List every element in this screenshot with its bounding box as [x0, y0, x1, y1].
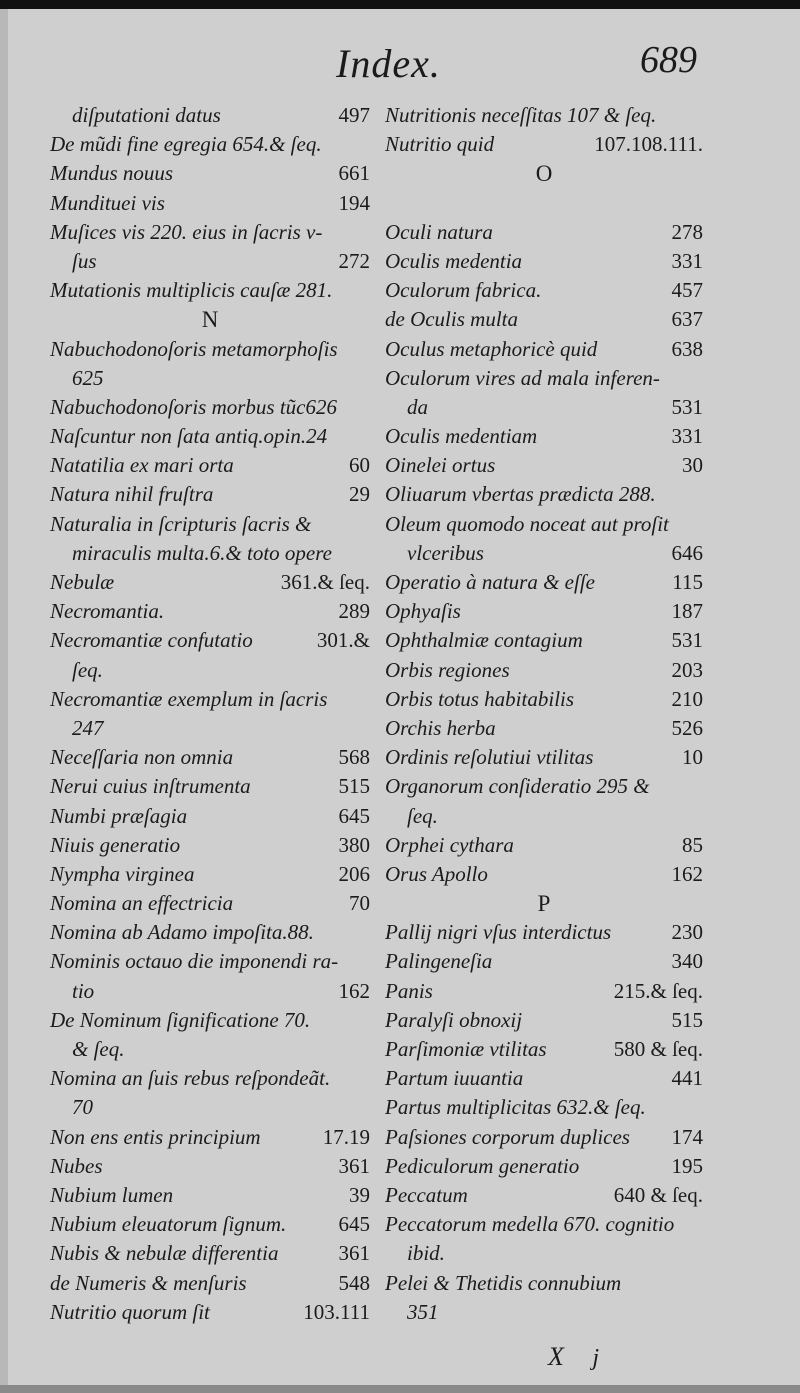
entry-text: Nomina an ſuis rebus reſpondeãt.	[50, 1066, 331, 1091]
index-entry	[50, 392, 370, 421]
entry-page-ref: 361	[338, 1153, 370, 1178]
index-entry	[50, 917, 370, 946]
index-entry	[50, 713, 370, 742]
entry-text: Pallij nigri vſus interdictus	[385, 920, 612, 945]
entry-page-ref: 531	[671, 628, 703, 653]
top-edge	[0, 0, 800, 9]
index-entry	[385, 1268, 703, 1297]
entry-page-ref: 210	[671, 686, 703, 711]
entry-text: De Nominum ſignificatione 70.	[50, 1007, 311, 1032]
entry-text: & ſeq.	[72, 1037, 125, 1061]
entry-text: ſeq.	[407, 803, 438, 828]
entry-text: diſputationi datus	[72, 103, 221, 127]
entry-text: P	[537, 891, 551, 917]
index-entry	[50, 1180, 370, 1209]
entry-text: Ophyaſis	[385, 599, 461, 624]
index-entry	[50, 1092, 370, 1121]
entry-text: Mundituei vis	[50, 190, 165, 215]
entry-text: Orphei cythara	[385, 832, 514, 857]
entry-text: Nomina ab Adamo impoſita.88.	[50, 920, 314, 945]
entry-page-ref: 497	[338, 103, 370, 127]
entry-text: Parſimoniæ vtilitas	[385, 1037, 547, 1061]
entry-text: Partum iuuantia	[385, 1066, 524, 1091]
entry-page-ref: 70	[349, 891, 370, 916]
index-entry	[385, 1151, 703, 1180]
entry-text: ſeq.	[72, 657, 103, 682]
index-entry	[50, 217, 370, 246]
entry-text: Nerui cuius inſtrumenta	[50, 774, 251, 799]
entry-page-ref: 637	[671, 307, 703, 332]
entry-text: Oliuarum vbertas prædicta 288.	[385, 482, 656, 507]
entry-text: Necromantiæ exemplum in ſacris	[50, 686, 328, 711]
index-entry	[385, 100, 703, 129]
entry-text: Necromantia.	[50, 599, 165, 624]
entry-text: Numbi præſagia	[50, 803, 188, 828]
index-entry	[50, 275, 370, 304]
entry-page-ref: 107.108.111.	[594, 132, 703, 157]
entry-text: Nubium lumen	[50, 1182, 174, 1207]
index-entry	[50, 129, 370, 158]
entry-page-ref: 162	[338, 978, 370, 1003]
entry-page-ref: 30	[682, 453, 703, 478]
index-entry	[50, 334, 370, 363]
entry-text: N	[201, 307, 219, 333]
entry-text: 70	[72, 1095, 93, 1120]
entry-text: Necromantiæ confutatio	[50, 628, 253, 653]
entry-text: Pediculorum generatio	[385, 1153, 580, 1178]
entry-text: Neceſſaria non omnia	[50, 745, 234, 770]
entry-text: de Numeris & menſuris	[50, 1270, 247, 1295]
entry-text: da	[407, 394, 428, 419]
entry-text: ſus	[72, 248, 97, 273]
page-title: Index.	[336, 41, 441, 86]
entry-page-ref: 548	[338, 1270, 370, 1295]
entry-page-ref: 526	[671, 715, 703, 740]
entry-page-ref: 85	[682, 832, 703, 857]
index-entry	[50, 684, 370, 713]
index-entry	[50, 976, 370, 1005]
index-entry	[385, 509, 703, 538]
entry-text: 247	[72, 715, 104, 740]
index-entry	[385, 538, 703, 567]
entry-page-ref: 17.19	[322, 1124, 370, 1149]
entry-text: Orbis regiones	[385, 657, 510, 682]
index-entry	[50, 742, 370, 771]
index-entry	[50, 538, 370, 567]
index-entry	[385, 421, 703, 450]
entry-page-ref: 10	[682, 745, 703, 770]
index-entry	[385, 1063, 703, 1092]
entry-text: Nympha virginea	[50, 861, 195, 886]
index-entry	[385, 1122, 703, 1151]
entry-text: Palingeneſia	[385, 949, 493, 974]
index-entry	[50, 1034, 370, 1063]
index-entry	[385, 684, 703, 713]
section-letter	[385, 158, 703, 187]
entry-page-ref: 515	[671, 1007, 703, 1032]
entry-page-ref: 580 & ſeq.	[613, 1037, 703, 1061]
index-entry	[50, 1063, 370, 1092]
entry-page-ref: 206	[338, 861, 370, 886]
entry-page-ref: 195	[671, 1153, 703, 1178]
index-entry	[385, 625, 703, 654]
index-entry	[50, 1122, 370, 1151]
entry-page-ref: 60	[349, 453, 370, 478]
entry-page-ref: 638	[671, 336, 703, 361]
entry-text: miraculis multa.6.& toto opere	[72, 540, 332, 565]
entry-text: Nubes	[50, 1153, 103, 1178]
entry-text: Oculus metaphoricè quid	[385, 336, 598, 361]
entry-text: Non ens entis principium	[50, 1124, 261, 1149]
signature-leaf: j	[592, 1345, 600, 1371]
entry-text: Nutritio quorum ſit	[50, 1299, 210, 1324]
index-entry	[50, 363, 370, 392]
index-entry	[385, 1034, 703, 1063]
index-entry	[385, 334, 703, 363]
index-entry	[50, 246, 370, 275]
entry-text: Orchis herba	[385, 715, 496, 740]
entry-page-ref: 39	[349, 1182, 370, 1207]
entry-text: O	[535, 161, 553, 187]
entry-text: Nubis & nebulæ differentia	[50, 1241, 279, 1266]
entry-page-ref: 103.111	[303, 1299, 370, 1324]
index-entry	[50, 888, 370, 917]
entry-text: Orus Apollo	[385, 861, 488, 886]
index-column-left	[50, 100, 370, 1326]
entry-text: Niuis generatio	[50, 832, 181, 857]
index-entry	[50, 188, 370, 217]
entry-page-ref: 115	[672, 570, 703, 594]
entry-text: Pelei & Thetidis connubium	[385, 1270, 622, 1295]
index-entry	[50, 830, 370, 859]
entry-page-ref: 361	[338, 1241, 370, 1266]
entry-text: Oinelei ortus	[385, 453, 496, 478]
index-entry	[385, 129, 703, 158]
index-entry	[385, 1092, 703, 1121]
index-entry	[50, 1268, 370, 1297]
entry-page-ref: 646	[671, 540, 703, 565]
entry-text: Nubium eleuatorum ſignum.	[50, 1212, 287, 1237]
index-entry	[50, 1209, 370, 1238]
entry-text: Muſices vis 220. eius in ſacris v-	[50, 219, 323, 244]
entry-page-ref: 380	[338, 832, 370, 857]
index-entry	[385, 1180, 703, 1209]
entry-text: Mundus nouus	[50, 161, 174, 186]
index-entry	[50, 100, 370, 129]
bottom-edge	[0, 1385, 800, 1393]
index-entry	[385, 1209, 703, 1238]
index-entry	[50, 567, 370, 596]
entry-page-ref: 162	[671, 861, 703, 886]
entry-text: Operatio à natura & eſſe	[385, 570, 595, 594]
index-entry	[50, 450, 370, 479]
index-entry	[385, 742, 703, 771]
index-entry	[385, 976, 703, 1005]
entry-text: Natatilia ex mari orta	[50, 453, 234, 478]
index-entry	[50, 859, 370, 888]
section-letter	[50, 304, 370, 333]
entry-text: vlceribus	[407, 540, 484, 565]
entry-text: Nutritionis neceſſitas 107 & ſeq.	[385, 103, 657, 127]
index-entry	[385, 217, 703, 246]
entry-page-ref: 640 & ſeq.	[613, 1182, 703, 1207]
entry-text: Nominis octauo die imponendi ra-	[50, 949, 339, 974]
index-entry	[385, 801, 703, 830]
entry-page-ref: 515	[338, 774, 370, 799]
index-entry	[385, 771, 703, 800]
index-entry	[50, 1005, 370, 1034]
index-entry	[385, 655, 703, 684]
entry-page-ref: 568	[338, 745, 370, 770]
entry-text: Oculorum fabrica.	[385, 278, 542, 303]
entry-page-ref: 301.&	[316, 628, 370, 653]
index-entry	[385, 275, 703, 304]
index-entry	[50, 1297, 370, 1326]
entry-page-ref: 174	[671, 1124, 703, 1149]
signature-letter: X	[548, 1342, 564, 1371]
index-entry	[50, 625, 370, 654]
entry-page-ref: 331	[671, 424, 703, 449]
index-entry	[385, 830, 703, 859]
entry-page-ref: 278	[671, 219, 703, 244]
entry-page-ref: 331	[671, 248, 703, 273]
entry-text: Peccatum	[385, 1182, 468, 1207]
entry-text: Mutationis multiplicis cauſæ 281.	[50, 278, 333, 303]
index-entry	[50, 771, 370, 800]
signature-mark	[548, 1342, 599, 1372]
entry-text: Partus multiplicitas 632.& ſeq.	[385, 1095, 646, 1120]
index-entry	[385, 363, 703, 392]
index-entry	[385, 246, 703, 275]
entry-page-ref: 340	[671, 949, 703, 974]
entry-text: Nabuchodonoſoris morbus tũc626	[50, 394, 338, 419]
entry-text: Peccatorum medella 670. cognitio	[385, 1212, 675, 1237]
entry-page-ref: 661	[338, 161, 370, 186]
index-entry	[385, 596, 703, 625]
entry-text: tio	[72, 978, 95, 1003]
entry-page-ref: 289	[338, 599, 370, 624]
index-entry	[385, 392, 703, 421]
entry-text: Organorum conſideratio 295 &	[385, 774, 650, 799]
index-entry	[385, 479, 703, 508]
entry-text: 625	[72, 365, 104, 390]
index-entry	[50, 655, 370, 684]
index-entry	[50, 946, 370, 975]
entry-text: ibid.	[407, 1241, 445, 1266]
entry-page-ref: 230	[671, 920, 703, 945]
entry-text: 351	[407, 1299, 439, 1324]
entry-text: Naſcuntur non ſata antiq.opin.24	[50, 424, 328, 449]
index-entry	[385, 450, 703, 479]
entry-text: Paſsiones corporum duplices	[385, 1124, 630, 1149]
entry-page-ref: 531	[671, 394, 703, 419]
index-entry	[50, 421, 370, 450]
entry-page-ref: 457	[671, 278, 703, 303]
index-entry	[385, 1297, 703, 1326]
index-entry	[385, 1005, 703, 1034]
page-number: 689	[640, 39, 697, 81]
index-entry	[385, 1238, 703, 1267]
index-entry	[50, 158, 370, 187]
entry-text: Oculorum vires ad mala inferen-	[385, 365, 660, 390]
entry-text: Orbis totus habitabilis	[385, 686, 575, 711]
index-entry	[385, 567, 703, 596]
entry-text: Oculi natura	[385, 219, 493, 244]
index-entry	[385, 859, 703, 888]
index-entry	[50, 1151, 370, 1180]
index-entry	[385, 946, 703, 975]
entry-text: Nomina an effectricia	[50, 891, 234, 916]
index-entry	[385, 188, 703, 217]
entry-page-ref: 29	[349, 482, 370, 507]
entry-text: Ordinis reſolutiui vtilitas	[385, 745, 594, 770]
index-entry	[50, 801, 370, 830]
index-entry	[385, 713, 703, 742]
entry-text: De mũdi fine egregia 654.& ſeq.	[50, 132, 322, 157]
entry-text: Oleum quomodo noceat aut proſit	[385, 511, 669, 536]
entry-text: Nebulæ	[50, 570, 115, 594]
section-letter	[385, 888, 703, 917]
entry-text: Naturalia in ſcripturis ſacris &	[50, 511, 312, 536]
entry-page-ref: 441	[671, 1066, 703, 1091]
entry-text: Oculis medentiam	[385, 424, 538, 449]
entry-text: Nabuchodonoſoris metamorphoſis	[50, 336, 338, 361]
index-entry	[50, 479, 370, 508]
index-entry	[50, 509, 370, 538]
entry-page-ref: 194	[338, 190, 370, 215]
entry-page-ref: 187	[671, 599, 703, 624]
entry-text: de Oculis multa	[385, 307, 518, 332]
index-entry	[385, 304, 703, 333]
entry-page-ref: 203	[671, 657, 703, 682]
entry-text: Nutritio quid	[385, 132, 495, 157]
entry-text: Natura nihil fruſtra	[50, 482, 214, 507]
entry-page-ref: 272	[338, 248, 370, 273]
entry-page-ref: 645	[338, 1212, 370, 1237]
entry-page-ref: 215.& ſeq.	[613, 978, 703, 1003]
entry-text: Oculis medentia	[385, 248, 523, 273]
entry-text: Paralyſi obnoxij	[385, 1007, 523, 1032]
entry-text: Ophthalmiæ contagium	[385, 628, 583, 653]
entry-text: Panis	[385, 978, 433, 1003]
entry-page-ref: 645	[338, 803, 370, 828]
index-entry	[50, 596, 370, 625]
index-column-right	[385, 100, 703, 1326]
index-entry	[50, 1238, 370, 1267]
index-entry	[385, 917, 703, 946]
entry-page-ref: 361.& ſeq.	[280, 570, 370, 594]
